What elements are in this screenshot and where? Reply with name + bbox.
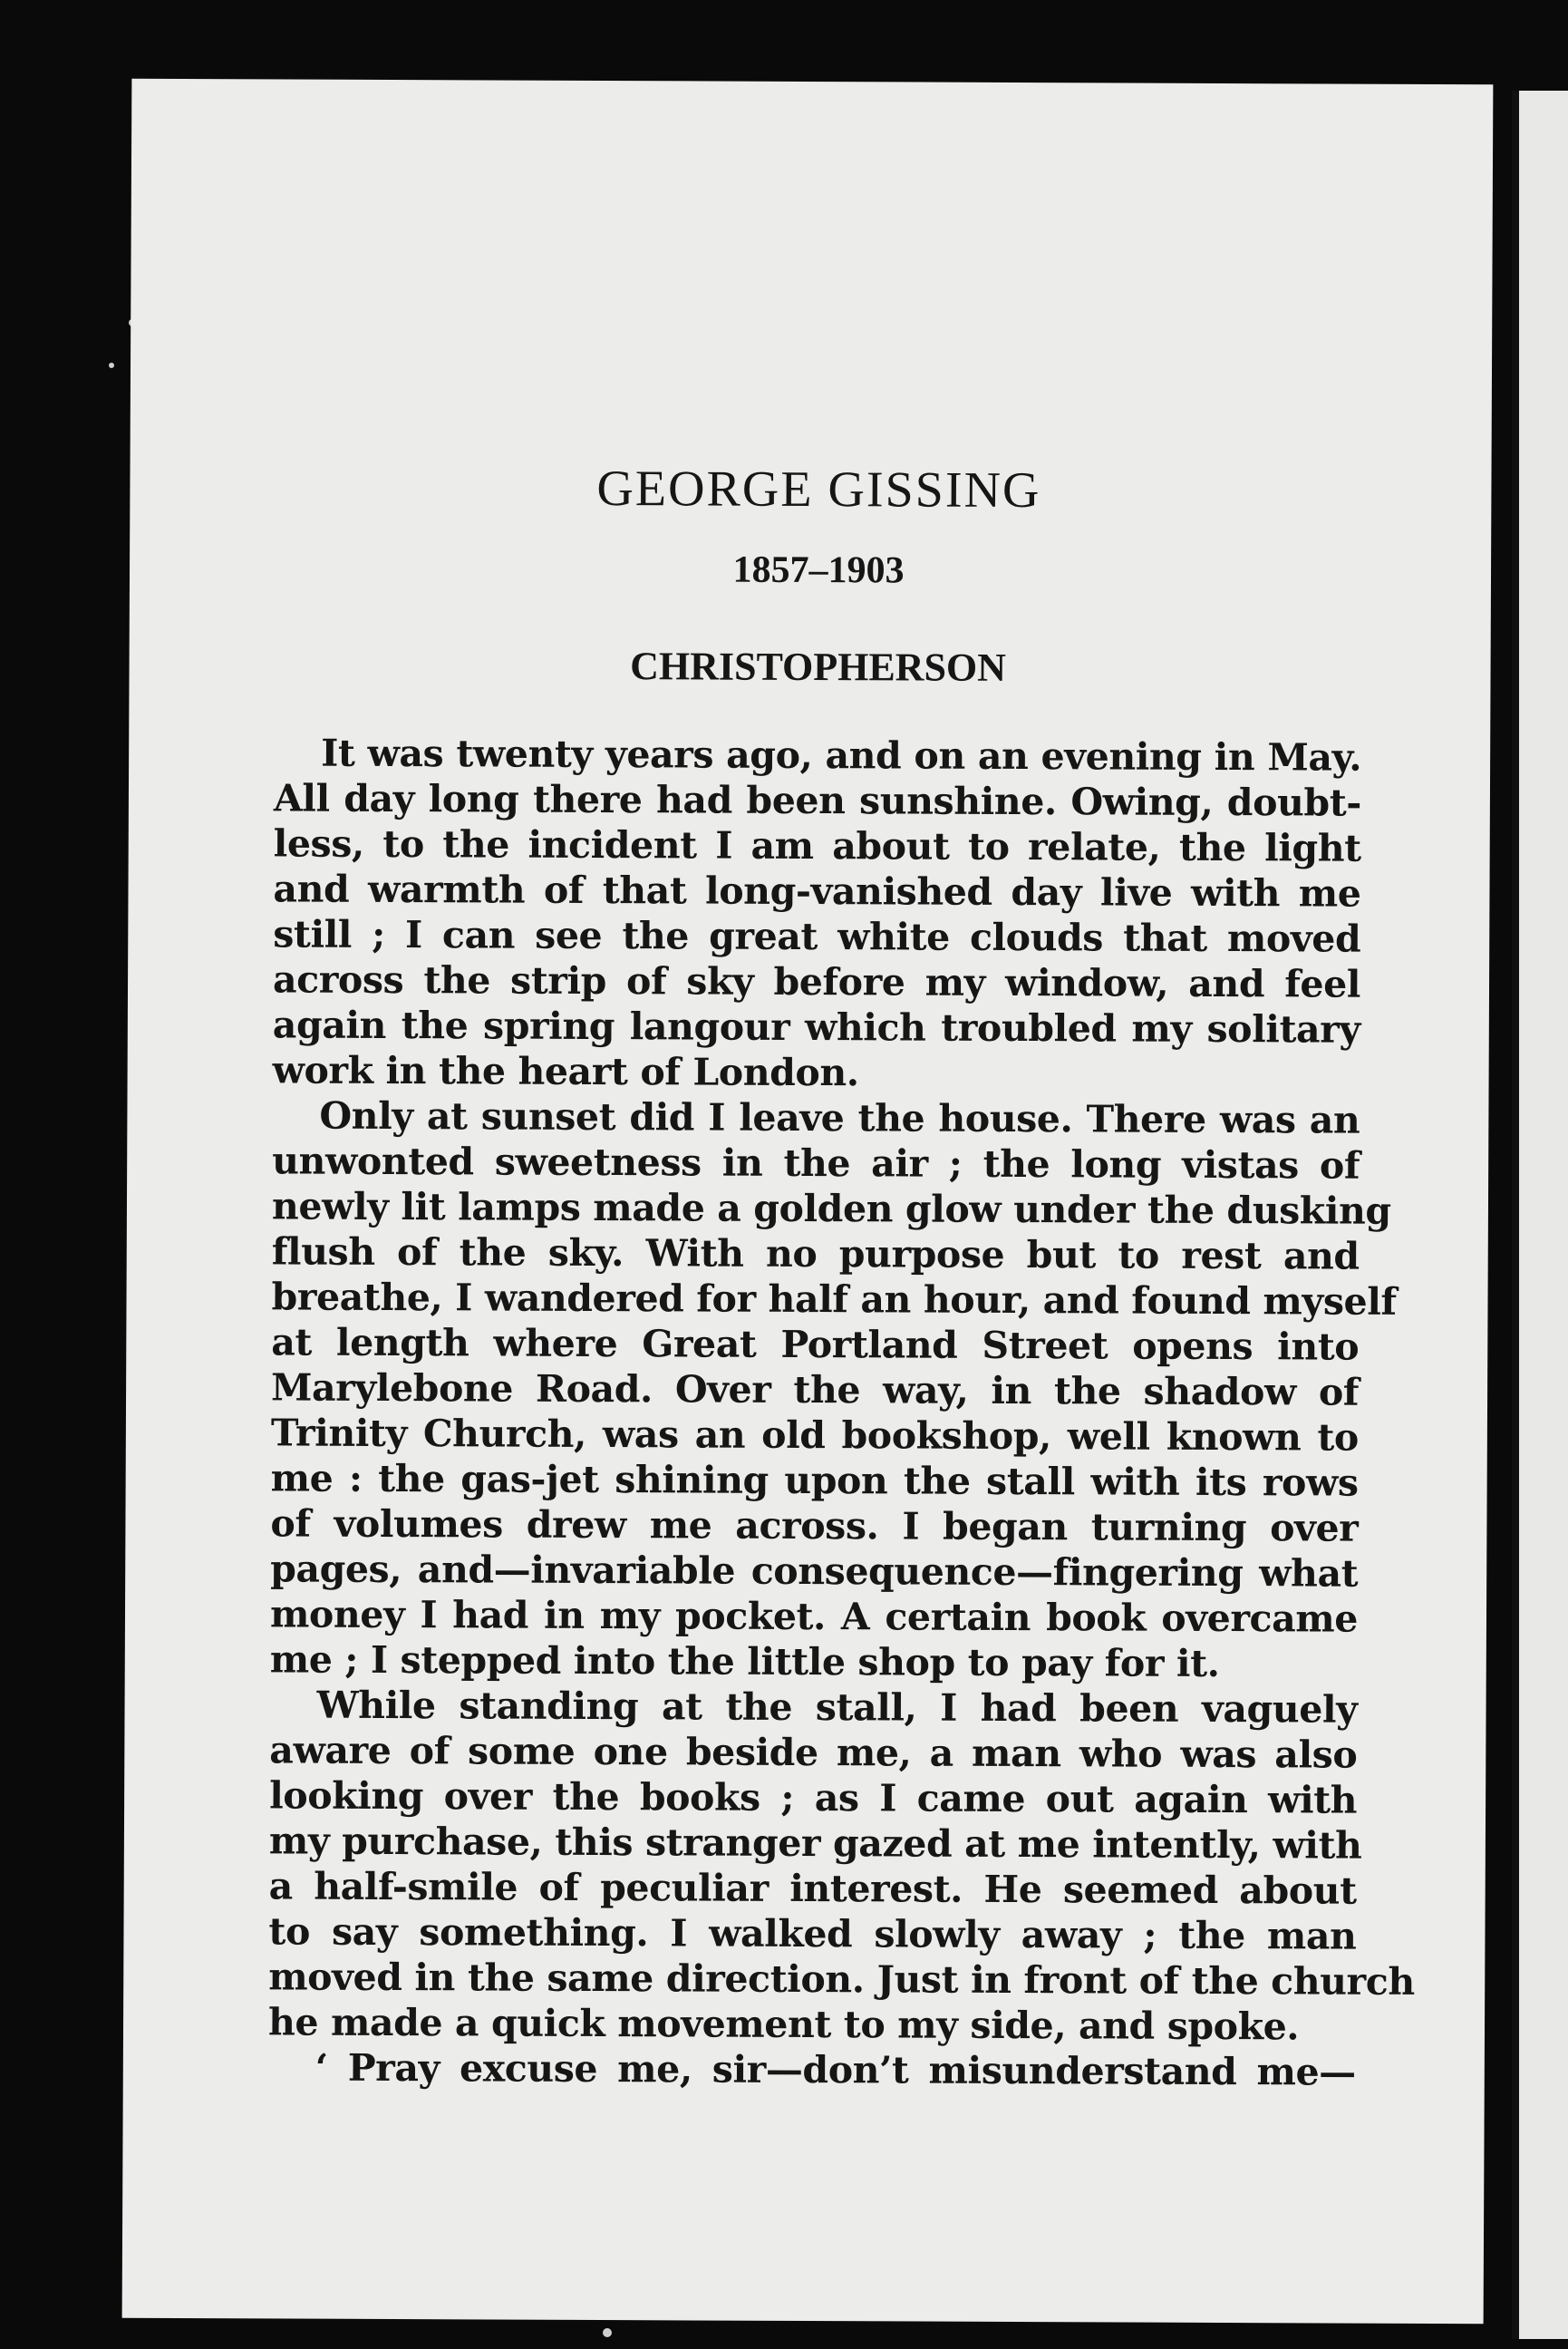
text-line: moved in the same direction. Just in front of the church xyxy=(268,1955,1415,2004)
text-line: and warmth of that long-vanished day live with me xyxy=(273,867,1361,916)
text-line: work in the heart of London. xyxy=(272,1048,859,1095)
author-dates: 1857–1903 xyxy=(732,548,905,592)
text-line: he made a quick movement to my side, and spoke. xyxy=(267,2000,1300,2049)
text-line: aware of some one beside me, a man who was also xyxy=(269,1728,1358,1777)
text-line: newly lit lamps made a golden glow under the dusking xyxy=(271,1184,1391,1233)
text-line: unwonted sweetness in the air ; the long vistas of xyxy=(272,1139,1360,1188)
page-text-block xyxy=(267,79,1415,2094)
text-line: pages, and—invariable consequence—fingering what xyxy=(270,1547,1359,1596)
text-line: again the spring langour which troubled my solitary xyxy=(272,1003,1360,1052)
text-line: to say something. I walked slowly away ; the man xyxy=(268,1909,1357,1958)
text-line: It was twenty years ago, and on an evening in May. xyxy=(321,731,1362,780)
text-line: While standing at the stall, I had been vaguely xyxy=(316,1683,1358,1732)
story-title: CHRISTOPHERSON xyxy=(630,644,1007,690)
text-line: Only at sunset did I leave the house. There was an xyxy=(319,1093,1360,1142)
text-line: Trinity Church, was an old bookshop, well known to xyxy=(270,1411,1359,1460)
text-line: at length where Great Portland Street opens into xyxy=(271,1320,1360,1369)
text-line: All day long there had been sunshine. Owing, doubt- xyxy=(273,776,1362,825)
text-line: money I had in my pocket. A certain book overcame xyxy=(269,1592,1359,1641)
text-line: flush of the sky. With no purpose but to rest and xyxy=(271,1229,1360,1278)
facing-page-edge xyxy=(1512,91,1568,2339)
text-line: looking over the books ; as I came out again with xyxy=(269,1773,1358,1822)
text-line: me : the gas-jet shining upon the stall with its rows xyxy=(270,1456,1359,1505)
scan-speck xyxy=(603,2328,612,2337)
book-page xyxy=(122,79,1494,2325)
text-line: ‘ Pray excuse me, sir—don’t misunderstand me— xyxy=(315,2045,1356,2094)
text-line: Marylebone Road. Over the way, in the shadow of xyxy=(270,1365,1360,1414)
text-line: breathe, I wandered for half an hour, and found myself xyxy=(271,1275,1397,1324)
text-line: across the strip of sky before my window, and feel xyxy=(272,957,1361,1006)
text-line: me ; I stepped into the little shop to pay for it. xyxy=(269,1637,1220,1685)
scan-speck xyxy=(109,363,114,368)
text-line: of volumes drew me across. I began turning over xyxy=(270,1501,1359,1550)
text-line: my purchase, this stranger gazed at me intently, with xyxy=(268,1819,1362,1868)
text-line: a half-smile of peculiar interest. He seemed about xyxy=(268,1864,1357,1913)
story-body xyxy=(267,730,1415,2094)
text-line: less, to the incident I am about to relate, the light xyxy=(273,821,1361,870)
text-line: still ; I can see the great white clouds that moved xyxy=(273,912,1361,961)
author-heading: GEORGE GISSING xyxy=(596,460,1041,519)
